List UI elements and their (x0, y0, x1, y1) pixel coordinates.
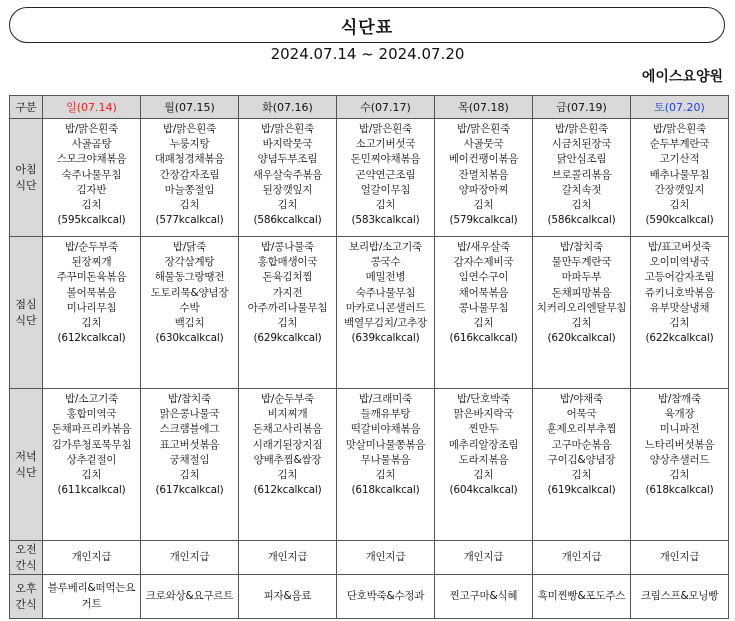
menu-item: 소고기버섯국 (355, 138, 416, 151)
snack-item: 크로와상&요구르트 (145, 589, 234, 602)
menu-item: 돈채고사리볶음 (252, 423, 323, 436)
menu-item: (586kcalkcal) (253, 214, 322, 227)
organization-name: 에이스요양원 (641, 69, 723, 85)
menu-item: 수박 (179, 301, 200, 314)
menu-item: 보리밥/소고기죽 (349, 241, 422, 253)
row-label-text: 오후 (15, 581, 37, 595)
menu-item: 김치 (571, 469, 592, 482)
day-header: 수(07.17) (337, 96, 435, 119)
menu-item: (612kcalkcal) (57, 332, 126, 345)
menu-item: 도라지볶음 (458, 453, 509, 466)
menu-item: 김치 (277, 317, 298, 330)
menu-item: 밥/맑은흰죽 (554, 123, 609, 135)
menu-item: 밥/새우살죽 (456, 241, 511, 253)
menu-cell (43, 237, 141, 389)
menu-cell (43, 119, 141, 237)
menu-cell (141, 119, 239, 237)
menu-item: 밥/닭죽 (172, 241, 207, 253)
snack-cell (337, 541, 435, 575)
snack-item: 개인지급 (365, 550, 406, 563)
menu-item: 해물동그랑땡전 (154, 271, 225, 284)
header-row (10, 96, 729, 119)
menu-item: (618kcalkcal) (351, 484, 420, 497)
menu-item: 된장찌개 (71, 256, 112, 269)
menu-item: 맛살미나물쫑볶음 (345, 438, 426, 451)
menu-item: 바지락뭇국 (262, 138, 313, 151)
menu-item: 김치 (571, 199, 592, 212)
menu-item: 김치 (669, 199, 690, 212)
row-label (10, 575, 43, 619)
menu-cell (239, 119, 337, 237)
menu-item: 스크램블에그 (159, 423, 220, 436)
menu-item: 메추리알장조림 (448, 438, 519, 451)
menu-item: 백열무김치/고추장 (344, 317, 427, 330)
menu-item: 메밀전병 (365, 271, 406, 284)
menu-item: 밥/맑은흰죽 (162, 123, 217, 135)
row-label-text: 식단 (15, 313, 37, 327)
snack-item: 개인지급 (659, 550, 700, 563)
day-header: 일(07.14) (43, 96, 141, 119)
snack-item: 흑미찐빵&포도주스 (537, 589, 626, 602)
menu-item: 홍합미역국 (66, 408, 117, 421)
day-header: 금(07.19) (533, 96, 631, 119)
menu-item: (622kcalkcal) (645, 332, 714, 345)
day-header: 화(07.16) (239, 96, 337, 119)
menu-item: 밥/크래미죽 (358, 393, 413, 405)
menu-item: 쥬키니호박볶음 (644, 286, 715, 299)
menu-item: (595kcalkcal) (57, 214, 126, 227)
day-header: 토(07.20) (631, 96, 729, 119)
menu-item: 간장감자조림 (159, 168, 220, 181)
menu-item: 얼갈이무침 (360, 183, 411, 196)
menu-item: 유부맛살냉채 (649, 301, 710, 314)
menu-item: 김치 (179, 199, 200, 212)
snack-cell (435, 575, 533, 619)
menu-item: (629kcalkcal) (253, 332, 322, 345)
row-label (10, 119, 43, 237)
menu-item: 김치 (571, 317, 592, 330)
menu-item: 고등어감자조림 (644, 271, 715, 284)
menu-item: 김가루청포묵무침 (51, 438, 132, 451)
menu-cell (337, 119, 435, 237)
menu-item: 어묵국 (566, 408, 597, 421)
page-title: 식단표 (9, 7, 725, 43)
date-range: 2024.07.14 ~ 2024.07.20 (270, 45, 465, 63)
row-label-text: 식단 (15, 178, 37, 192)
menu-item: 밥/맑은흰죽 (652, 123, 707, 135)
menu-item: 밥/콩나물죽 (260, 241, 315, 253)
menu-item: 브로콜리볶음 (551, 168, 612, 181)
menu-item: (619kcalkcal) (547, 484, 616, 497)
menu-item: 밥/맑은흰죽 (260, 123, 315, 135)
snack-cell (337, 575, 435, 619)
menu-item: (612kcalkcal) (253, 484, 322, 497)
menu-item: 밥/표고버섯죽 (648, 241, 711, 253)
menu-item: 도토리묵&양념장 (150, 286, 229, 299)
menu-item: 미니파전 (659, 423, 700, 436)
row-label-text: 아침 (15, 162, 37, 176)
menu-item: (586kcalkcal) (547, 214, 616, 227)
menu-item: 밥/맑은흰죽 (358, 123, 413, 135)
menu-item: 표고버섯볶음 (159, 438, 220, 451)
menu-item: 숙주나물무침 (355, 286, 416, 299)
snack-cell (239, 541, 337, 575)
menu-item: 밥/맑은흰죽 (64, 123, 119, 135)
menu-item: 오이미역냉국 (649, 256, 710, 269)
menu-cell (435, 237, 533, 389)
menu-item: 베이컨팽이볶음 (448, 153, 519, 166)
menu-item: (616kcalkcal) (449, 332, 518, 345)
menu-item: 육개장 (664, 408, 695, 421)
menu-item: 김치 (473, 317, 494, 330)
menu-cell (533, 237, 631, 389)
snack-item: 개인지급 (267, 550, 308, 563)
menu-item: 백김치 (174, 317, 205, 330)
snack-cell (533, 541, 631, 575)
menu-item: 콩나물무침 (458, 301, 509, 314)
day-header: 월(07.15) (141, 96, 239, 119)
menu-item: 돈육김치찜 (262, 271, 313, 284)
meal-plan-table (9, 95, 729, 619)
menu-cell (435, 119, 533, 237)
menu-item: 아주까리나물무침 (247, 301, 328, 314)
snack-cell (631, 541, 729, 575)
menu-item: 맑은바지락국 (453, 408, 514, 421)
menu-item: 주꾸미돈육볶음 (56, 271, 127, 284)
menu-item: 임연수구이 (458, 271, 509, 284)
menu-item: 밥/소고기죽 (64, 393, 119, 405)
snack-item: 크림스프&모닝빵 (640, 589, 719, 602)
menu-item: 장각삼계탕 (164, 256, 215, 269)
menu-item: 밥/참치죽 (559, 241, 604, 253)
menu-item: 스모크야채볶음 (56, 153, 127, 166)
menu-item: (639kcalkcal) (351, 332, 420, 345)
snack-cell (533, 575, 631, 619)
row-label-text: 점심 (15, 297, 37, 311)
row-label-text: 간식 (15, 558, 37, 572)
menu-item: 콩국수 (370, 256, 401, 269)
menu-item: 느타리버섯볶음 (644, 438, 715, 451)
day-header: 목(07.18) (435, 96, 533, 119)
menu-item: 대패청경채볶음 (154, 153, 225, 166)
menu-item: 밥/맑은흰죽 (456, 123, 511, 135)
menu-item: 김치 (473, 199, 494, 212)
menu-cell (631, 119, 729, 237)
menu-item: (579kcalkcal) (449, 214, 518, 227)
menu-item: 맑은콩나물국 (159, 408, 220, 421)
menu-item: 숙주나물무침 (61, 168, 122, 181)
menu-item: 양념두부조림 (257, 153, 318, 166)
meal-row (10, 119, 729, 237)
menu-item: 돈채파프리카볶음 (51, 423, 132, 436)
menu-item: 양파장아찌 (458, 183, 509, 196)
menu-item: 새우살숙주볶음 (252, 168, 323, 181)
menu-item: 김치 (277, 199, 298, 212)
menu-item: 김치 (375, 199, 396, 212)
menu-item: (590kcalkcal) (645, 214, 714, 227)
menu-item: 시금치된장국 (551, 138, 612, 151)
menu-item: 순두부계란국 (649, 138, 710, 151)
menu-item: 마파두부 (561, 271, 602, 284)
menu-item: 밥/단호박죽 (456, 393, 511, 405)
menu-item: 김치 (277, 469, 298, 482)
menu-item: 시래기된장지짐 (252, 438, 323, 451)
row-label (10, 541, 43, 575)
menu-item: 김치 (81, 199, 102, 212)
menu-item: 김치 (179, 469, 200, 482)
menu-item: 고구마순볶음 (551, 438, 612, 451)
menu-item: 김치 (669, 317, 690, 330)
menu-cell (533, 119, 631, 237)
menu-item: 된장깻잎지 (262, 183, 313, 196)
menu-item: 갈치속젓 (561, 183, 602, 196)
row-label-text: 오전 (15, 542, 37, 556)
menu-item: 잔멸치볶음 (458, 168, 509, 181)
meal-row (10, 237, 729, 389)
menu-cell (141, 237, 239, 389)
row-label (10, 237, 43, 389)
menu-cell (337, 237, 435, 389)
menu-item: 치커리오리엔탈무침 (536, 301, 627, 314)
menu-item: 밥/참깨죽 (657, 393, 702, 405)
menu-item: 감자수제비국 (453, 256, 514, 269)
menu-item: 무나물볶음 (360, 453, 411, 466)
menu-item: 돈채피망볶음 (551, 286, 612, 299)
menu-item: 궁채절임 (169, 453, 210, 466)
menu-item: (630kcalkcal) (155, 332, 224, 345)
menu-item: (604kcalkcal) (449, 484, 518, 497)
row-label-text: 저녁 (15, 449, 37, 463)
menu-item: (577kcalkcal) (155, 214, 224, 227)
menu-item: 밥/순두부죽 (260, 393, 315, 405)
menu-item: 김자반 (76, 183, 107, 196)
menu-item: 물만두계란국 (551, 256, 612, 269)
menu-cell (239, 237, 337, 389)
menu-item: 김치 (669, 469, 690, 482)
menu-item: 밥/순두부죽 (64, 241, 119, 253)
row-label-text: 간식 (15, 597, 37, 611)
menu-item: (620kcalkcal) (547, 332, 616, 345)
menu-item: 간장깻잎지 (654, 183, 705, 196)
menu-item: 닭안심조림 (556, 153, 607, 166)
snack-cell (43, 541, 141, 575)
snack-cell (141, 575, 239, 619)
menu-item: 돈민찌야채볶음 (350, 153, 421, 166)
corner-header: 구분 (10, 96, 43, 119)
menu-item: 김치 (473, 469, 494, 482)
menu-item: 가지전 (272, 286, 303, 299)
snack-cell (43, 575, 141, 619)
menu-item: 김치 (81, 469, 102, 482)
menu-item: (611kcalkcal) (57, 484, 126, 497)
menu-item: 떡갈비야채볶음 (350, 423, 421, 436)
snack-row (10, 575, 729, 619)
meal-row (10, 389, 729, 541)
snack-item: 찐고구마&식혜 (449, 589, 518, 602)
menu-cell (631, 389, 729, 541)
snack-row (10, 541, 729, 575)
snack-cell (239, 575, 337, 619)
menu-item: (583kcalkcal) (351, 214, 420, 227)
menu-item: 마카로니콘샐러드 (345, 301, 426, 314)
menu-cell (631, 237, 729, 389)
menu-item: 김치 (81, 317, 102, 330)
menu-item: 구이김&양념장 (547, 453, 616, 466)
menu-item: (618kcalkcal) (645, 484, 714, 497)
menu-item: 사골곰탕 (71, 138, 112, 151)
snack-item: 단호박죽&수정과 (346, 589, 425, 602)
menu-item: 훈제오리부추찜 (546, 423, 617, 436)
menu-item: 양배추찜&쌈장 (253, 453, 322, 466)
row-label (10, 389, 43, 541)
menu-item: 누룽지탕 (169, 138, 210, 151)
menu-item: 고기산적 (659, 153, 700, 166)
menu-cell (435, 389, 533, 541)
menu-cell (141, 389, 239, 541)
menu-item: 양상추샐러드 (649, 453, 710, 466)
snack-item: 개인지급 (169, 550, 210, 563)
menu-item: 볼어묵볶음 (66, 286, 117, 299)
menu-cell (239, 389, 337, 541)
menu-item: 상추겉절이 (66, 453, 117, 466)
menu-item: 김치 (375, 469, 396, 482)
snack-item: 개인지급 (463, 550, 504, 563)
snack-cell (435, 541, 533, 575)
menu-cell (43, 389, 141, 541)
menu-item: 배추나물무침 (649, 168, 710, 181)
menu-item: 미나리무침 (66, 301, 117, 314)
snack-cell (631, 575, 729, 619)
menu-item: 찐만두 (468, 423, 499, 436)
menu-item: 들깨유부탕 (360, 408, 411, 421)
snack-item: 개인지급 (71, 550, 112, 563)
menu-item: 곤약연근조림 (355, 168, 416, 181)
snack-item: 블루베리&떠먹는요거트 (47, 582, 136, 610)
menu-cell (533, 389, 631, 541)
menu-item: 채어묵볶음 (458, 286, 509, 299)
menu-item: 밥/참치죽 (167, 393, 212, 405)
snack-item: 개인지급 (561, 550, 602, 563)
menu-item: 사골뭇국 (463, 138, 504, 151)
menu-item: 홍합매생이국 (257, 256, 318, 269)
menu-cell (337, 389, 435, 541)
menu-item: 비지찌개 (267, 408, 308, 421)
row-label-text: 식단 (15, 465, 37, 479)
menu-item: 마늘쫑절임 (164, 183, 215, 196)
menu-item: (617kcalkcal) (155, 484, 224, 497)
menu-item: 밥/야채죽 (559, 393, 604, 405)
snack-cell (141, 541, 239, 575)
snack-item: 피자&음료 (263, 589, 312, 602)
